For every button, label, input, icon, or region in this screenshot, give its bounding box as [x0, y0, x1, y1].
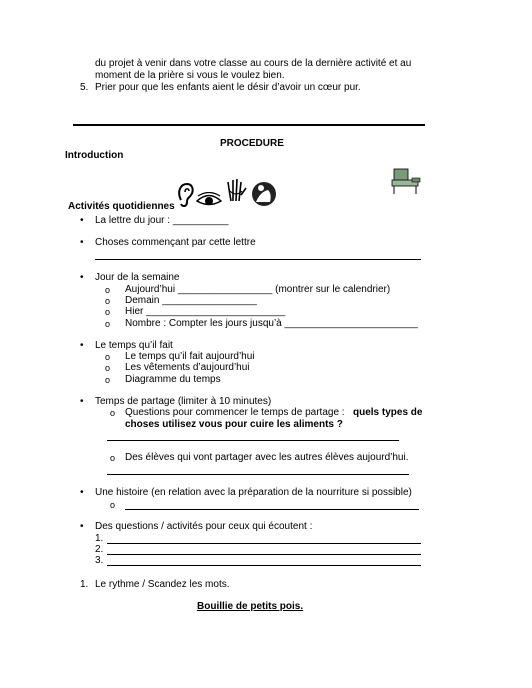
bullet-dot: • — [80, 487, 84, 498]
chair-icon — [388, 166, 426, 196]
circle-bullet: o — [105, 352, 111, 362]
weather-chart: Diagramme du temps — [125, 374, 221, 385]
bullet-dot: • — [80, 396, 84, 407]
bullet-dot: • — [80, 340, 84, 351]
item-5-number: 5. — [80, 82, 89, 93]
rhythm-text: Le rythme / Scandez les mots. — [95, 579, 230, 590]
yesterday-line: Hier _________________________ — [125, 306, 286, 317]
answer-line — [107, 565, 421, 566]
daily-activities-heading: Activités quotidiennes — [68, 201, 175, 212]
rhythm-number: 1. — [80, 579, 89, 590]
count-days-line: Nombre : Compter les jours jusqu’à ________________________ — [125, 318, 418, 329]
question-number-1: 1. — [95, 533, 104, 544]
hand-icon — [225, 177, 247, 203]
intro-line-1: du projet à venir dans votre classe au cours de la dernière activité et au — [95, 58, 412, 69]
today-line: Aujourd’hui _________________ (montrer sur le calendrier) — [125, 284, 391, 295]
circle-bullet: o — [105, 285, 111, 295]
bullet-dot: • — [80, 272, 84, 283]
circle-bullet: o — [110, 453, 116, 463]
weather-today: Le temps qu’il fait aujourd’hui — [125, 351, 255, 362]
answer-line — [107, 543, 421, 544]
ear-icon — [177, 182, 195, 209]
sharing-question-1a: Questions pour commencer le temps de partage : — [125, 407, 345, 418]
weather-heading: Le temps qu’il fait — [95, 340, 173, 351]
circle-bullet: o — [105, 296, 111, 306]
story-heading: Une histoire (en relation avec la préparation de la nourriture si possible) — [95, 487, 412, 498]
answer-line — [125, 509, 419, 510]
answer-line — [95, 259, 421, 260]
head-icon — [250, 180, 278, 210]
sharing-heading: Temps de partage (limiter à 10 minutes) — [95, 396, 272, 407]
things-starting-with-letter: Choses commençant par cette lettre — [95, 237, 256, 248]
weekday-heading: Jour de la semaine — [95, 272, 180, 283]
tomorrow-line: Demain _________________ — [125, 295, 257, 306]
sharing-question-1c: choses utilisez vous pour cuire les aliments ? — [125, 419, 343, 430]
circle-bullet: o — [105, 319, 111, 329]
sharing-question-1b: quels types de — [353, 407, 423, 418]
answer-line — [107, 474, 409, 475]
answer-line — [107, 440, 399, 441]
procedure-title: PROCEDURE — [220, 138, 284, 149]
circle-bullet: o — [105, 307, 111, 317]
weather-clothes: Les vêtements d’aujourd’hui — [125, 362, 250, 373]
sharing-question-2: Des élèves qui vont partager avec les autres élèves aujourd’hui. — [125, 452, 409, 463]
intro-line-2: moment de la prière si vous le voulez bien. — [95, 70, 285, 81]
recipe-title: Bouillie de petits pois. — [197, 601, 304, 612]
circle-bullet: o — [110, 408, 116, 418]
bullet-dot: • — [80, 521, 84, 532]
question-number-3: 3. — [95, 555, 104, 566]
bullet-dot: • — [80, 215, 84, 226]
question-number-2: 2. — [95, 544, 104, 555]
circle-bullet: o — [105, 363, 111, 373]
introduction-heading: Introduction — [65, 150, 124, 161]
circle-bullet: o — [105, 375, 111, 385]
item-5-text: Prier pour que les enfants aient le désir d’avoir un cœur pur. — [95, 82, 361, 93]
letter-of-day: La lettre du jour : __________ — [95, 215, 229, 226]
circle-bullet: o — [110, 500, 116, 510]
section-divider — [73, 124, 425, 126]
bullet-dot: • — [80, 237, 84, 248]
questions-heading: Des questions / activités pour ceux qui écoutent : — [95, 521, 313, 532]
eye-icon — [196, 192, 222, 208]
answer-line — [107, 554, 421, 555]
